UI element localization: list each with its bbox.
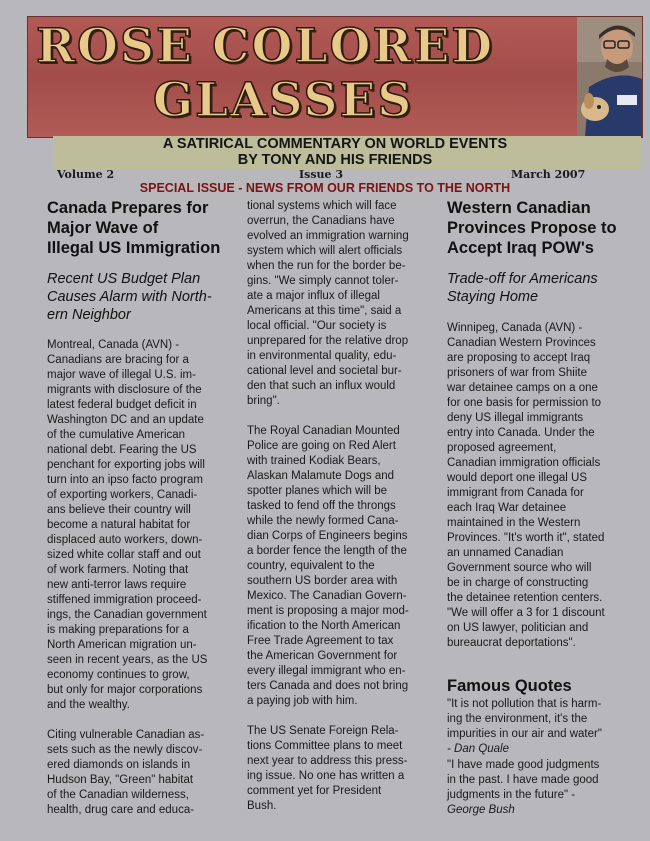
article-canada-paragraph-2: Citing vulnerable Canadian as- sets such as the newly discov- ered diamonds on islands in Hudson Bay, "Green" habitat of the Canadian wilderness, health, drug care and educa-: [47, 729, 205, 816]
quote-1-author: - Dan Quale: [447, 743, 510, 755]
subtitle-line2: BY TONY AND HIS FRIENDS: [237, 152, 433, 168]
column-left: [47, 198, 237, 818]
column-middle: [247, 199, 442, 814]
subtitle-line1: A SATIRICAL COMMENTARY ON WORLD EVENTS: [162, 136, 508, 152]
issue-date: March 2007: [511, 168, 586, 181]
headline-canada: Canada Prepares for Major Wave of Illegal US Immigration: [47, 199, 221, 257]
column-right: [447, 198, 637, 818]
article-western-body: Winnipeg, Canada (AVN) - Canadian Western Provinces are proposing to accept Iraq prisoners of war from Shiite war detainee camps on a one for one basis for permission to deny US illegal immigrants entry into Canada. Under the proposed agreement, Canadian immigration officials would deport one illegal US immigrant from Canada for each Iraq War detainee maintained in the Western Provinces. "It's worth it", stated an unnamed Canadian Government source who will be in charge of constructing the detainee retention centers. "We will offer a 3 for 1 discount on US lawyer, politician and bureaucrat deportations".: [447, 322, 605, 649]
article-canada-paragraph-3: tional systems which will face overrun, the Canadians have evolved an immigration warning system which will alert officials when the run for the border be- gins. "We simply cannot toler- ate a major influx of illegal Americans at this time", said a local official. "Our society is unprepared for the relative drop in environmental quality, edu- cational level and societal bur- den that such an influx would bring".: [247, 200, 409, 407]
author-photo: [577, 17, 642, 137]
masthead-banner: [27, 16, 643, 138]
headline-western: Western Canadian Provinces Propose to Accept Iraq POW's: [447, 199, 617, 257]
quote-2-author: George Bush: [447, 804, 515, 816]
subhead-western: Trade-off for Americans Staying Home: [447, 271, 598, 305]
article-canada-paragraph-4: The Royal Canadian Mounted Police are going on Red Alert with trained Kodiak Bears, Alaskan Malamute Dogs and spotter planes which will be tasked to fend off the throngs while the newly formed Cana- dian Corps of Engineers begins a border fence the length of the country, equivalent to the southern US border area with Mexico. The Canadian Govern- ment is proposing a major mod- ification to the North American Free Trade Agreement to tax the American Government for every illegal immigrant who en- ters Canada and does not bring a paying job with him.: [247, 425, 409, 707]
masthead-title-line1: ROSE COLORED: [36, 19, 495, 74]
masthead-title-line2: GLASSES: [153, 73, 414, 128]
subhead-canada: Recent US Budget Plan Causes Alarm with North- ern Neighbor: [47, 271, 212, 323]
quote-1: "It is not pollution that is harm- ing the environment, it's the impurities in our air and water": [447, 698, 602, 740]
special-issue-banner: SPECIAL ISSUE - NEWS FROM OUR FRIENDS TO THE NORTH: [139, 181, 511, 195]
article-canada-paragraph-1: Montreal, Canada (AVN) - Canadians are bracing for a major wave of illegal U.S. im- migrants with disclosure of the latest federal budget deficit in Washington DC and an update of the cumulative American national debt. Fearing the US penchant for exporting jobs will turn into an ipso facto program of exporting workers, Canadi- ans believe their country will become a natural habitat for displaced auto workers, down- sized white collar staff and out of work farmers. Noting that new anti-terror laws require stiffened immigration proceed- ings, the Canadian government is making preparations for a North American migration un- seen in recent years, as the US economy continues to grow, but only for major corporations and the wealthy.: [47, 339, 208, 711]
quote-2: "I have made good judgments in the past. I have made good judgments in the future" -: [447, 759, 600, 801]
volume-label: Volume 2: [57, 168, 115, 181]
issue-label: Issue 3: [299, 168, 344, 181]
famous-quotes-heading: Famous Quotes: [447, 677, 572, 695]
article-canada-paragraph-5: The US Senate Foreign Rela- tions Committee plans to meet next year to address this press- ing issue. No one has written a comment yet for President Bush.: [247, 725, 408, 812]
